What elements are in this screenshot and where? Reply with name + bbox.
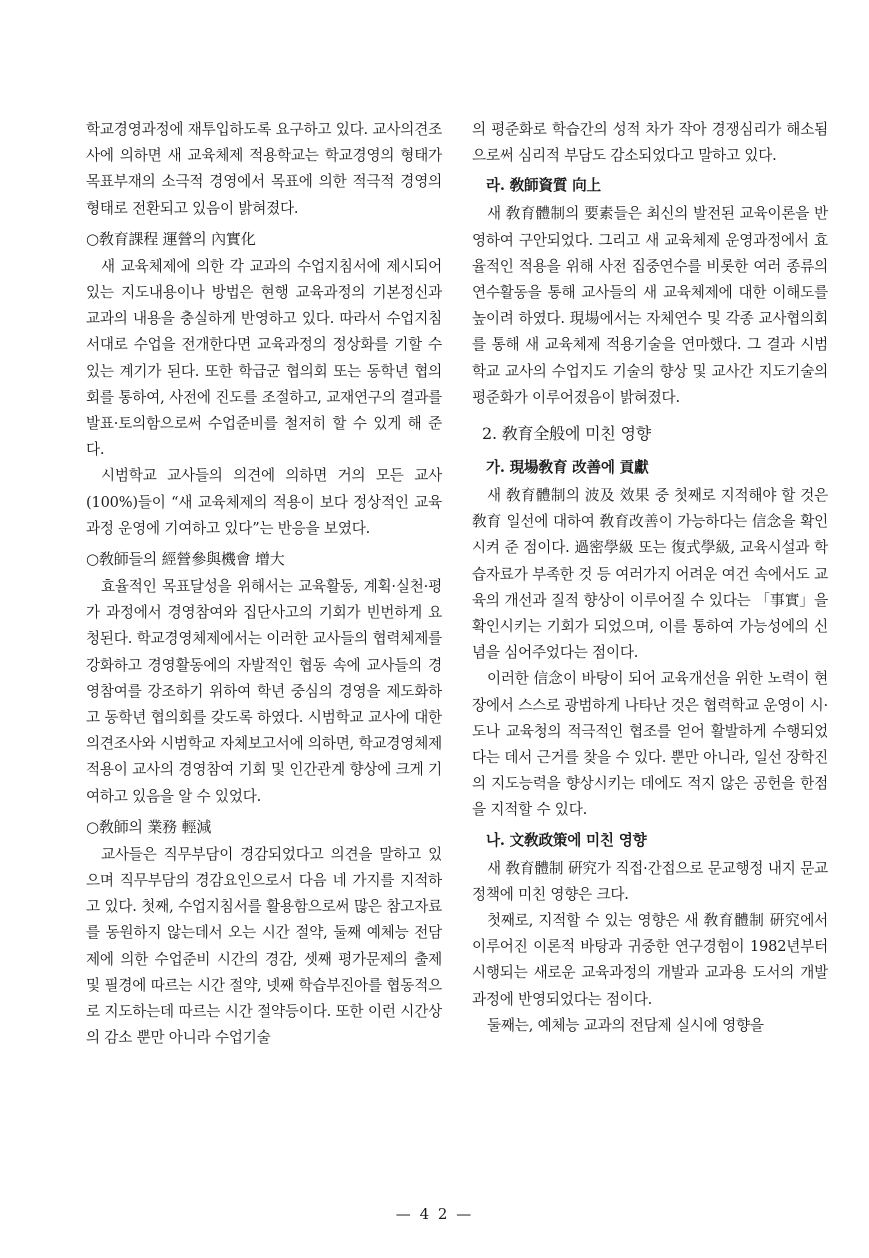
page-number: — 4 2 — bbox=[395, 1205, 474, 1223]
paragraph: 시범학교 교사들의 의견에 의하면 거의 모든 교사(100%)들이 “새 교육체제의 적용이 보다 정상적인 교육과정 운영에 기여하고 있다”는 반응을 보였다. bbox=[86, 467, 442, 537]
paragraph: 새 교육체제에 의한 각 교과의 수업지침서에 제시되어 있는 지도내용이나 방법은 현행 교육과정의 기본정신과 교과의 내용을 충실하게 반영하고 있다. 따라서 수업지침서대로 수업을 전개한다면 교육과정의 정상화를 기할 수 있는 계기가 된다. 또한 학급군 협의회 또는 동학년 협의회를 통하여, 사전에 진도를 조절하고, 교재연구의 결과를 발표·토의함으로써 수업준비를 철저히 할 수 있게 해 준다. bbox=[86, 257, 442, 459]
section-heading: ○敎育課程 運營의 內實化 bbox=[86, 229, 256, 248]
paragraph: 학교경영과정에 재투입하도록 요구하고 있다. 교사의견조사에 의하면 새 교육체제 적용학교는 학교경영의 형태가 목표부재의 소극적 경영에서 목표에 의한 적극적 경영의 형태로 전환되고 있음이 밝혀졌다. bbox=[86, 121, 442, 217]
section-heading: 가. 現場敎育 改善에 貢獻 bbox=[486, 459, 649, 477]
paragraph: 교사들은 직무부담이 경감되었다고 의견을 말하고 있으며 직무부담의 경감요인으로서 다음 네 가지를 지적하고 있다. 첫째, 수업지침서를 활용함으로써 많은 참고자료를 동원하지 않는데서 오는 시간 절약, 둘째 예체능 전담제에 의한 수업준비 시간의 경감, 셋째 평가문제의 출제 및 필경에 따르는 시간 절약, 넷째 학습부진아를 협동적으로 지도하는데 따르는 시간 절약등이다. 또한 이런 시간상의 감소 뿐만 아니라 수업기술 bbox=[86, 845, 442, 1047]
paragraph: 새 敎育體制의 要素들은 최신의 발전된 교육이론을 반영하여 구안되었다. 그리고 새 교육체제 운영과정에서 효율적인 적용을 위해 사전 집중연수를 비롯한 여러 종류의 연수활동을 통해 교사들의 새 교육체제에 대한 이해도를 높이려 하였다. 現場에서는 자체연수 및 각종 교사협의회를 통해 새 교육체제 적용기술을 연마했다. 그 결과 시범학교 교사의 수업지도 기술의 향상 및 교사간 지도기술의 평준화가 이루어졌음이 밝혀졌다. bbox=[472, 205, 828, 406]
section-heading: 라. 敎師資質 向上 bbox=[486, 177, 601, 195]
paragraph: 이러한 信念이 바탕이 되어 교육개선을 위한 노력이 현장에서 스스로 광범하게 나타난 것은 협력학교 운영이 시·도나 교육청의 적극적인 협조를 얻어 활발하게 수행되었다는 데서 근거를 찾을 수 있다. 뿐만 아니라, 일선 장학진의 지도능력을 향상시키는 데에도 적지 않은 공헌을 한점을 지적할 수 있다. bbox=[472, 670, 828, 819]
paragraph: 효율적인 목표달성을 위해서는 교육활동, 계획·실천·평가 과정에서 경영참여와 집단사고의 기회가 빈번하게 요청된다. 학교경영체제에서는 이러한 교사들의 협력체제를 강화하고 경영활동에의 자발적인 협동 속에 교사들의 경영참여를 강조하기 위하여 학년 중심의 경영을 제도화하고 동학년 협의회를 갖도록 하였다. 시범학교 교사에 대한 의견조사와 시범학교 자체보고서에 의하면, 학교경영체제 적용이 교사의 경영참여 기회 및 인간관계 향상에 크게 기여하고 있음을 알 수 있었다. bbox=[86, 578, 442, 805]
right-column bbox=[472, 117, 828, 1039]
paragraph: 새 敎育體制 硏究가 직접·간접으로 문교행정 내지 문교정책에 미친 영향은 크다. bbox=[472, 859, 828, 903]
paragraph: 첫째로, 지적할 수 있는 영향은 새 敎育體制 硏究에서 이루어진 이론적 바탕과 귀중한 연구경험이 1982년부터 시행되는 새로운 교육과정의 개발과 교과용 도서의 개발과정에 반영되었다는 점이다. bbox=[472, 912, 828, 1008]
chapter-heading: 2. 敎育全般에 미친 영향 bbox=[482, 424, 652, 444]
section-heading: 나. 文敎政策에 미친 영향 bbox=[486, 831, 647, 849]
left-column bbox=[86, 117, 442, 1052]
paragraph: 둘째는, 예체능 교과의 전담제 실시에 영향을 bbox=[487, 1016, 764, 1034]
section-heading: ○敎師의 業務 輕減 bbox=[86, 817, 212, 836]
paragraph: 의 평준화로 학습간의 성적 차가 작아 경쟁심리가 해소됨으로써 심리적 부담도 감소되었다고 말하고 있다. bbox=[472, 121, 828, 165]
paragraph: 새 敎育體制의 波及 效果 중 첫째로 지적해야 할 것은 敎育 일선에 대하여 敎育改善이 가능하다는 信念을 확인시켜 준 점이다. 過密學級 또는 復式學級, 교육시설과 학습자료가 부족한 것 등 여러가지 어려운 여건 속에서도 교육의 개선과 질적 향상이 이루어질 수 있다는 「事實」을 확인시키는 기회가 되었으며, 이를 통하여 가능성에의 신념을 심어주었다는 점이다. bbox=[472, 487, 828, 662]
section-heading: ○敎師들의 經營參與機會 增大 bbox=[86, 550, 285, 569]
